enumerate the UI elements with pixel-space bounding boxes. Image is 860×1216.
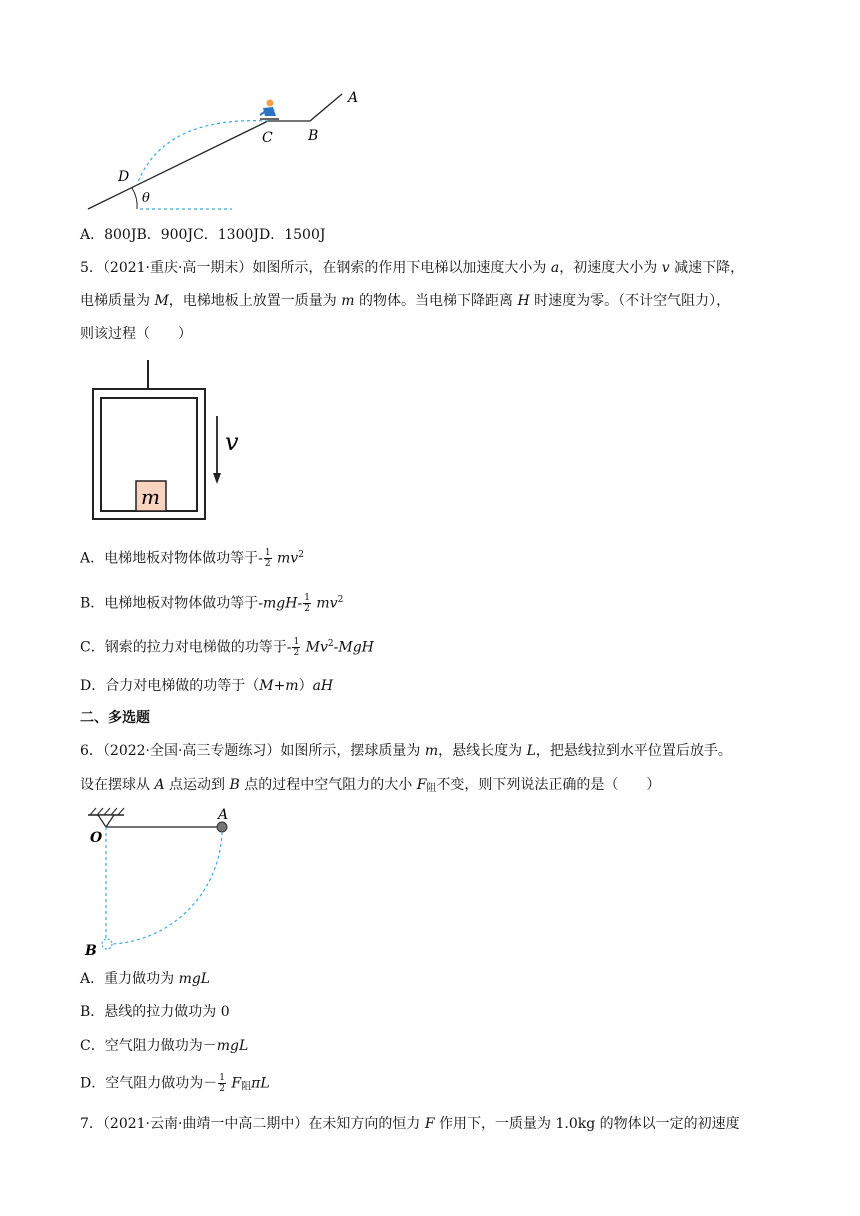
figure-elevator [85,358,255,528]
label-o: O [90,830,103,846]
q6-stem-line1: 6．（2022·全国·高三专题练习）如图所示，摆球质量为 m，悬线长度为 L，把悬线拉到水平位置后放手。 [80,743,732,759]
q6-stem-line2: 设在摆球从 A 点运动到 B 点的过程中空气阻力的大小 $F_阻$不变，则下列说法正确的是（ ） [80,777,661,794]
label-c: C [262,130,273,146]
label-b: B [85,943,97,959]
q5-stem-line3: 则该过程（ ） [80,326,192,342]
ramp-line [310,94,342,121]
section-heading-multi-choice: 二、多选题 [80,710,150,726]
angle-arc [132,188,137,209]
figure-ski-slope [80,86,380,216]
q6-option-b: B．悬线的拉力做功为 0 [80,1004,230,1020]
skier-icon [260,100,279,120]
velocity-label: v [225,428,239,456]
q6-option-d: D．空气阻力做功为－ $\frac{1}{2}$ $F_阻\pi L$ [80,1073,270,1094]
arrow-head-icon [213,473,221,484]
figure-pendulum [80,805,250,965]
q5-option-c: C．钢索的拉力对电梯做的功等于- $\frac{1}{2}$ Mv$^2$-MgH [80,637,374,659]
pivot-support [98,815,114,827]
q6-option-a: A．重力做功为 mgL [80,971,211,987]
label-b: B [308,128,319,144]
q5-stem-line1: 5．（2021·重庆·高一期末）如图所示，在钢索的作用下电梯以加速度大小为 a，初速度大小为 v 减速下降， [80,260,745,276]
q5-stem-line2: 电梯质量为 M，电梯地板上放置一质量为 m 的物体。当电梯下降距离 H 时速度为零。（不计空气阻力）， [80,293,731,309]
label-a: A [348,90,359,106]
q4-options: A．800JB．900JC．1300JD．1500J [80,227,326,243]
q7-stem-line1: 7．（2021·云南·曲靖一中高二期中）在未知方向的恒力 F 作用下，一质量为 1.0kg 的物体以一定的初速度 [80,1116,740,1132]
swing-dashed-arc [112,832,222,944]
q5-option-d: D．合力对电梯做的功等于（M+m）aH [80,678,334,694]
ball-position-b [102,939,112,949]
pendulum-ball [217,822,227,832]
label-d: D [118,169,130,185]
label-theta: θ [142,191,150,206]
q5-option-a: A．电梯地板对物体做功等于- $\frac{1}{2}$ $mv^2$ [80,548,304,570]
ceiling-hatch [90,808,124,815]
mass-label: m [141,485,160,509]
q6-option-c: C．空气阻力做功为－mgL [80,1038,249,1054]
slope-line [88,121,268,209]
q5-option-b: B．电梯地板对物体做功等于-mgH- $\frac{1}{2}$ $mv^2$ [80,593,344,615]
label-a: A [218,807,229,823]
